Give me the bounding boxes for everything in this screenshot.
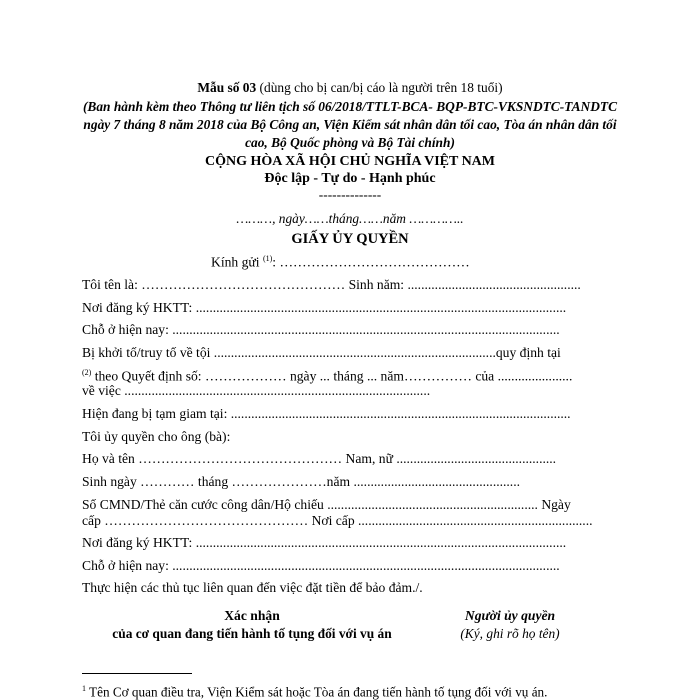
proxy-hktt-line: Nơi đăng ký HKTT: ............................................................................................................. — [82, 535, 567, 550]
footnote-text: Tên Cơ quan điều tra, Viện Kiểm sát hoặc Tòa án đang tiến hành tố tụng đối với vụ án. — [86, 684, 548, 700]
date-line: ………, ngày……tháng……năm ………….. — [236, 211, 464, 226]
recipient-footnote-ref: (1) — [262, 254, 273, 263]
recipient-blank: : …………………………………… — [272, 254, 470, 270]
footnote-marker: 1 — [82, 684, 86, 693]
form-number — [0, 80, 700, 96]
nation-title: CỘNG HÒA XÃ HỘI CHỦ NGHĨA VIỆT NAM — [204, 154, 495, 169]
proxy-id-issue-line: cấp ……………………………………… Nơi cấp ..................................................................... — [82, 513, 593, 528]
motto: Độc lập - Tự do - Hạnh phúc — [264, 171, 436, 186]
charged-line: Bị khởi tố/truy tố về tội ...................................................................................quy định tại — [82, 345, 561, 360]
document-title: GIẤY ỦY QUYỀN — [291, 231, 409, 247]
footnote-rule — [82, 673, 192, 674]
proxy-id-line: Số CMND/Thẻ căn cước công dân/Hộ chiếu .............................................................. Ngày — [82, 497, 571, 512]
form-number-bold: Mẫu số 03 — [197, 80, 257, 95]
issued-line-1: (Ban hành kèm theo Thông tư liên tịch số 06/2018/TTLT-BCA- BQP-BTC-VKSNDTC-TANDTC — [82, 99, 618, 114]
proxy-birth-line: Sinh ngày ………… tháng …………………năm ................................................. — [82, 474, 521, 489]
applicant-residence-line: Chỗ ở hiện nay: .................................................................................................................. — [82, 322, 560, 337]
decision-cont-line: về việc .......................................................................................... — [82, 383, 431, 398]
detained-line: Hiện đang bị tạm giam tại: .................................................................................................... — [82, 406, 571, 421]
decision-footnote-ref: (2) — [82, 368, 92, 377]
proxy-residence-line: Chỗ ở hiện nay: .................................................................................................................. — [82, 558, 560, 573]
recipient-line — [211, 254, 470, 271]
applicant-hktt-line: Nơi đăng ký HKTT: ............................................................................................................. — [82, 300, 567, 315]
footnote — [82, 684, 547, 700]
procedure-line: Thực hiện các thủ tục liên quan đến việc đặt tiền để bảo đảm./. — [82, 580, 423, 595]
authorize-line: Tôi ủy quyền cho ông (bà): — [82, 429, 231, 444]
issued-line-2: ngày 7 tháng 8 năm 2018 của Bộ Công an, Viện Kiểm sát nhân dân tối cao, Tòa án nhân dân tối — [83, 117, 617, 132]
decision-text: theo Quyết định số: ……………… ngày ... tháng ... năm…………… của ...................... — [91, 368, 573, 384]
authorizer-subtitle: (Ký, ghi rõ họ tên) — [460, 626, 560, 641]
issued-line-3: cao, Bộ Quốc phòng và Bộ Tài chính) — [245, 135, 455, 150]
form-number-desc: (dùng cho bị can/bị cáo là người trên 18 tuổi) — [256, 80, 503, 95]
applicant-name-line: Tôi tên là: ……………………………………… Sinh năm: ................................................... — [82, 277, 581, 292]
confirm-subtitle: của cơ quan đang tiến hành tố tụng đối với vụ án — [112, 626, 392, 641]
recipient-label: Kính gửi — [211, 254, 263, 270]
divider: -------------- — [318, 187, 382, 202]
proxy-name-line: Họ và tên ……………………………………… Nam, nữ ............................................... — [82, 451, 557, 466]
authorizer-title: Người ủy quyền — [464, 608, 556, 623]
confirm-title: Xác nhận — [224, 608, 280, 623]
